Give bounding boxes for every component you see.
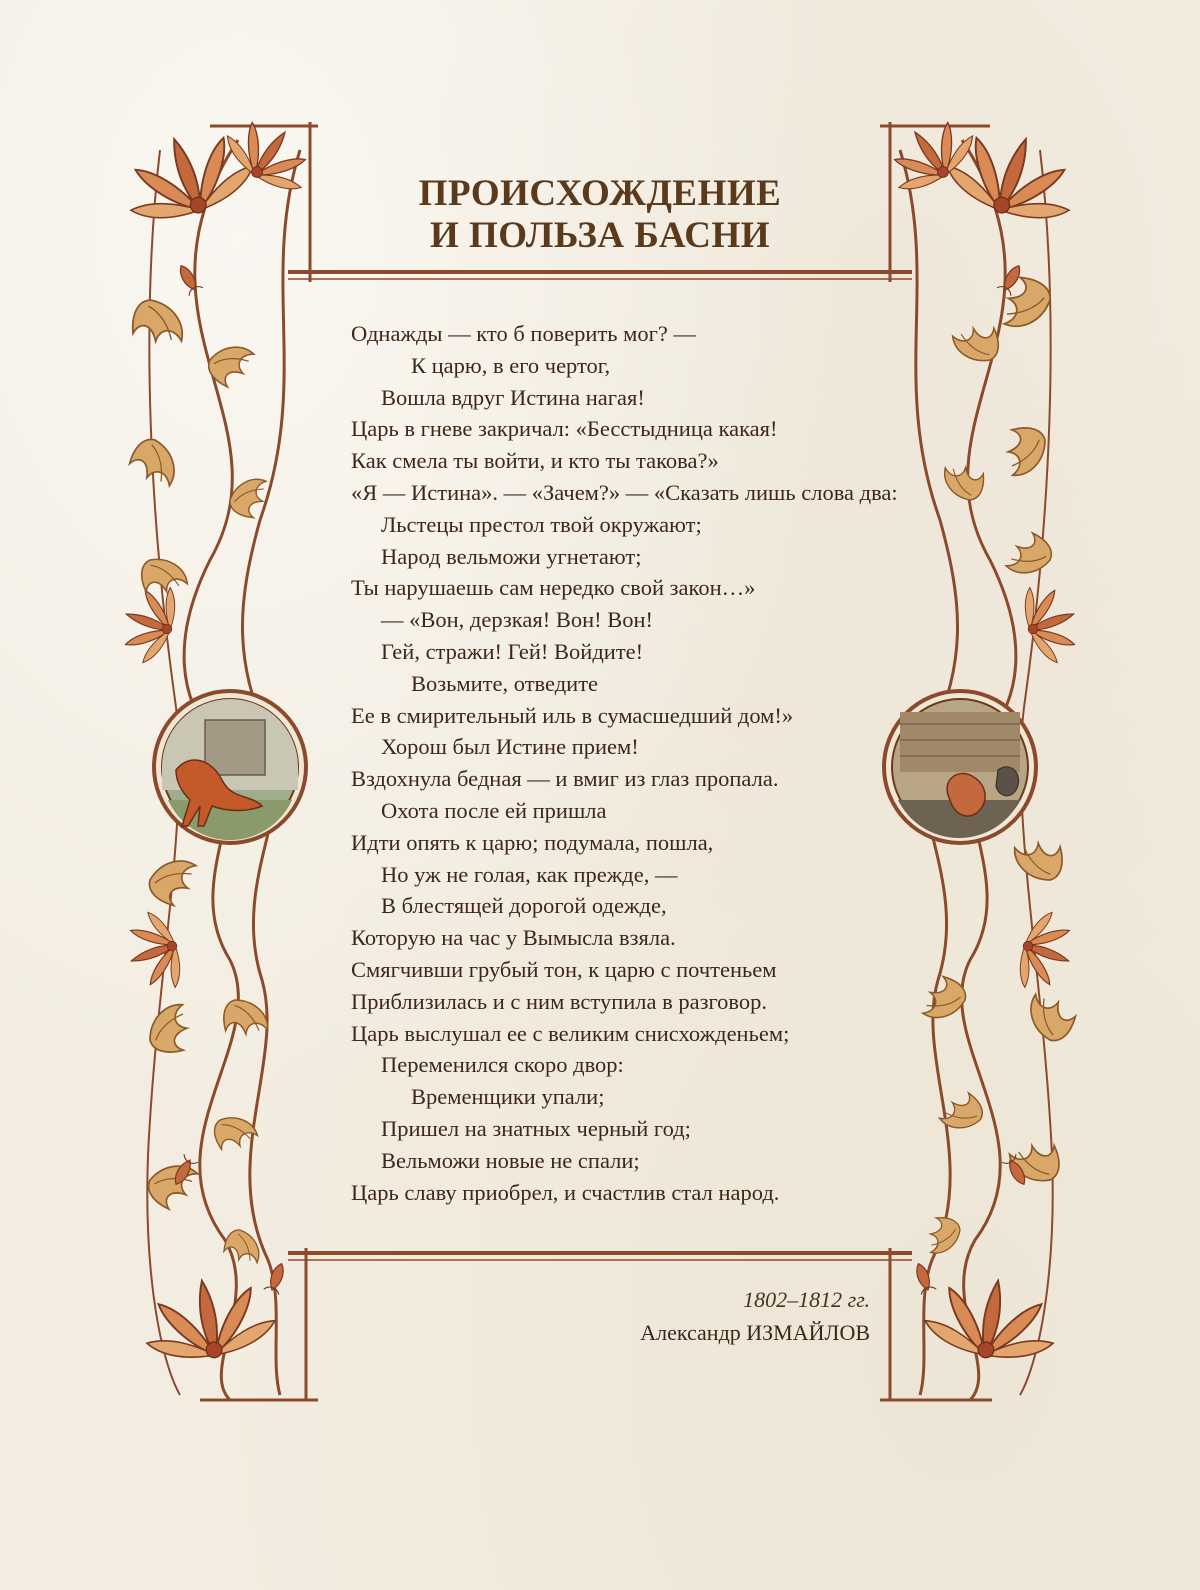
- poem-line: Но уж не голая, как прежде, —: [381, 861, 678, 887]
- poem-author: Александр ИЗМАЙЛОВ: [640, 1320, 870, 1345]
- poem-date: 1802–1812 гг.: [743, 1287, 870, 1312]
- poem-line: Пришел на знатных черный год;: [381, 1115, 691, 1141]
- medallion-left: [154, 691, 306, 843]
- poem-line: Народ вельможи угнетают;: [381, 543, 642, 569]
- poem-line: Приблизилась и с ним вступила в разговор.: [351, 988, 768, 1014]
- poem-line: Смягчивши грубый тон, к царю с почтеньем: [351, 956, 777, 982]
- page-title: [320, 173, 880, 257]
- poem-line: Вошла вдруг Истина нагая!: [381, 384, 645, 410]
- poem-line: Временщики упали;: [411, 1084, 605, 1110]
- poem-line: Как смела ты войти, и кто ты такова?»: [351, 448, 719, 474]
- poem-line: Царь выслушал ее с великим снисхожденьем;: [351, 1020, 790, 1046]
- poem-line: Которую на час у Вымысла взяла.: [351, 925, 676, 951]
- medallion-right: [884, 691, 1036, 843]
- poem-line: Однажды — кто б поверить мог? —: [351, 321, 697, 346]
- poem-line: Переменился скоро двор:: [381, 1052, 624, 1078]
- poem-line: В блестящей дорогой одежде,: [381, 893, 667, 919]
- poem-line: Льстецы престол твой окружают;: [381, 511, 702, 537]
- poem-line: Охота после ей пришла: [381, 797, 607, 823]
- poem-line: Царь славу приобрел, и счастлив стал народ.: [351, 1179, 780, 1205]
- title-line: ПРОИСХОЖДЕНИЕ: [418, 173, 782, 214]
- poem-line: Ты нарушаешь сам нередко свой закон…»: [351, 575, 756, 601]
- poem-line: Хорош был Истине прием!: [381, 734, 639, 760]
- poem-body: [351, 318, 898, 1208]
- poem-line: Вельможи новые не спали;: [381, 1147, 640, 1173]
- poem-line: К царю, в его чертог,: [411, 352, 611, 378]
- title-line: И ПОЛЬЗА БАСНИ: [430, 215, 770, 256]
- poem-line: Гей, стражи! Гей! Войдите!: [381, 638, 644, 664]
- poem-line: — «Вон, дерзкая! Вон! Вон!: [381, 607, 654, 633]
- poem-line: Ее в смирительный иль в сумасшедший дом!»: [351, 702, 794, 728]
- poem-line: Вздохнула бедная — и вмиг из глаз пропала.: [351, 766, 779, 792]
- poem-line: Возьмите, отведите: [411, 670, 599, 696]
- poem-line: Идти опять к царю; подумала, пошла,: [351, 829, 714, 855]
- poem-line: Царь в гневе закричал: «Бесстыдница какая!: [351, 416, 778, 442]
- poem-line: «Я — Истина». — «Зачем?» — «Сказать лишь слова два:: [351, 479, 898, 505]
